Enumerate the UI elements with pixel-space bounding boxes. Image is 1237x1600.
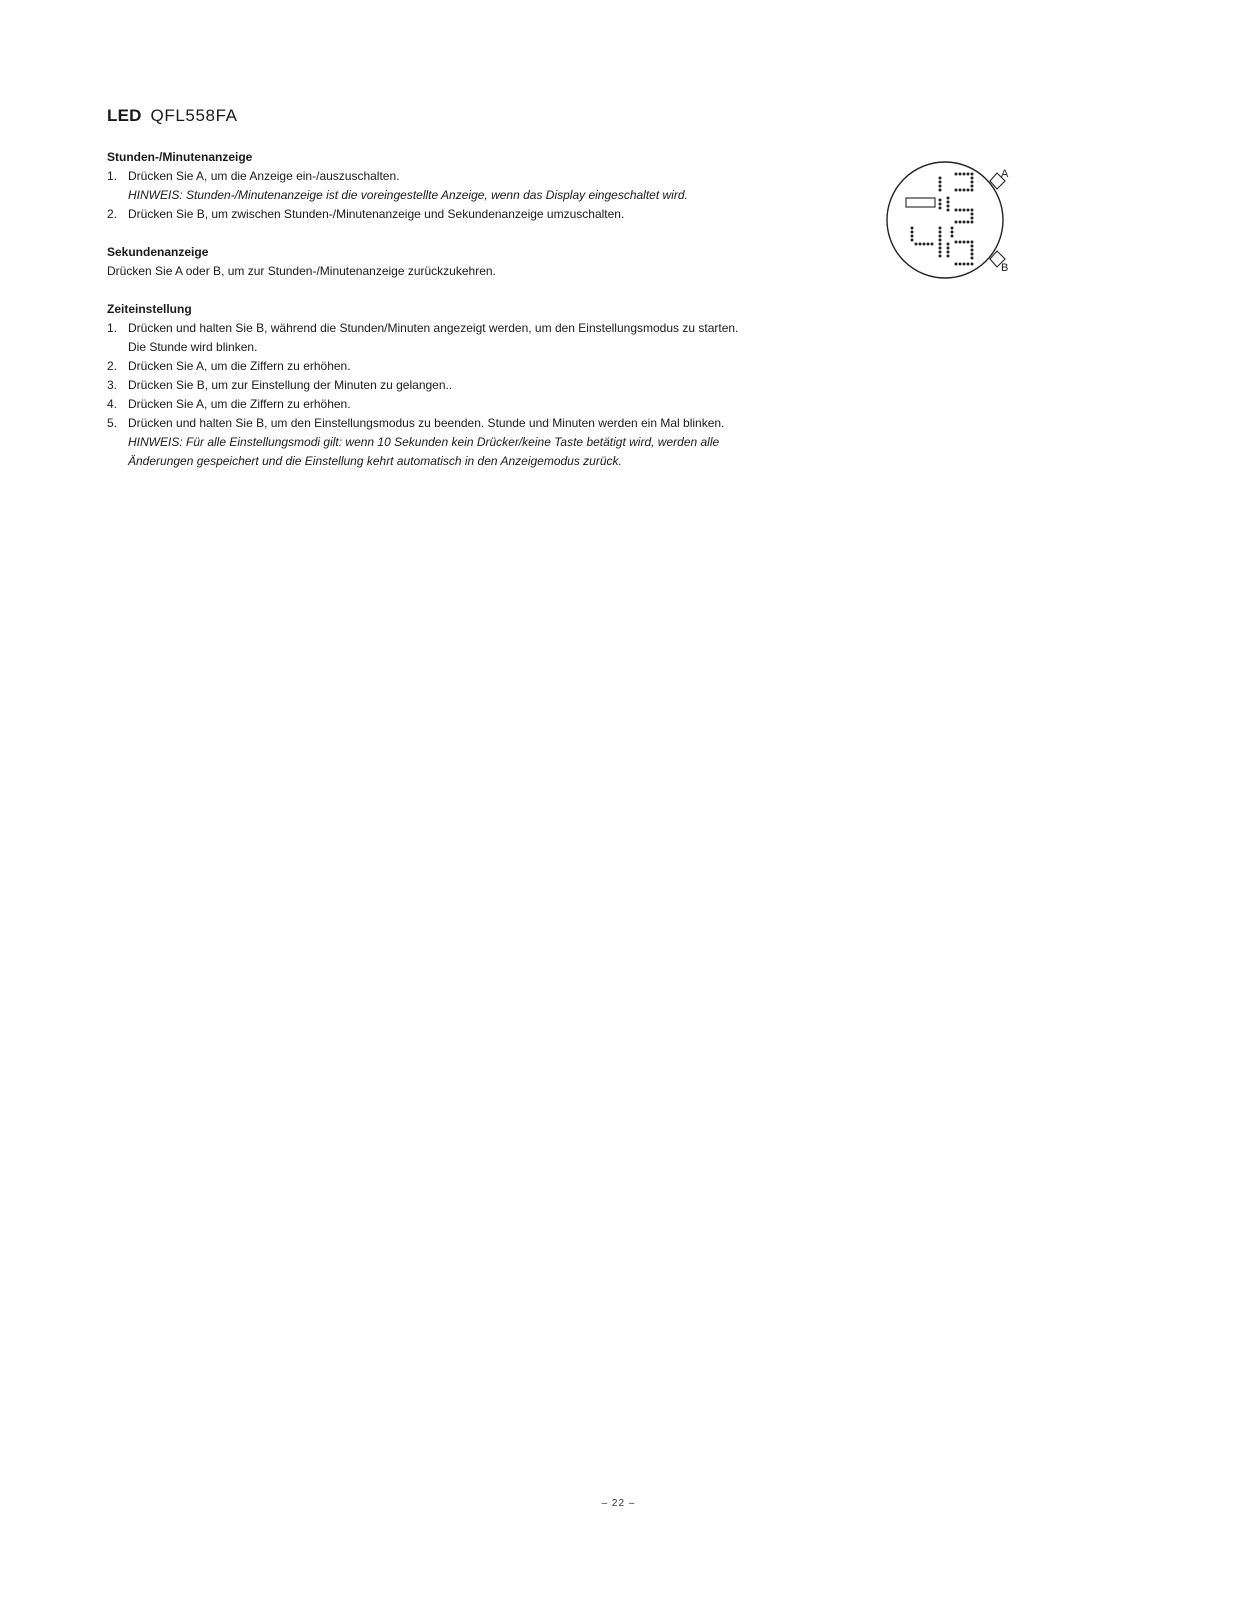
led-dot [967, 173, 970, 176]
button-a-label: A [1001, 168, 1009, 180]
led-dot [971, 253, 974, 256]
led-dot [947, 205, 950, 208]
section-seconds [107, 243, 827, 281]
led-dot [963, 221, 966, 224]
led-dot [971, 181, 974, 184]
led-dot [947, 251, 950, 254]
instructions [107, 148, 827, 490]
step-number: 1. [107, 321, 118, 335]
led-dot [971, 263, 974, 266]
led-dot [971, 185, 974, 188]
led-dot [971, 213, 974, 216]
step-number: 1. [107, 169, 118, 183]
led-dot [971, 245, 974, 248]
step-text: Drücken Sie A, um die Anzeige ein-/auszuschalten. [128, 169, 400, 183]
section-hour-minute [107, 148, 827, 224]
list-item [107, 319, 827, 357]
indicator-bar [906, 198, 935, 207]
section-heading: Zeiteinstellung [107, 302, 192, 316]
step-text: Drücken und halten Sie B, um den Einstellungsmodus zu beenden. Stunde und Minuten werden ein Mal blinken. [128, 416, 725, 430]
step-text: Drücken Sie A, um die Ziffern zu erhöhen. [128, 359, 351, 373]
led-dot [915, 243, 918, 246]
led-dot [959, 241, 962, 244]
led-dot [971, 249, 974, 252]
led-dot [955, 263, 958, 266]
led-dot [967, 189, 970, 192]
list-item [107, 376, 827, 395]
step-list [107, 319, 827, 471]
led-dot [951, 231, 954, 234]
led-dot [947, 197, 950, 200]
led-dot [939, 255, 942, 258]
led-dot [967, 241, 970, 244]
led-dot [911, 239, 914, 242]
led-dot [923, 243, 926, 246]
button-b-label: B [1001, 262, 1009, 274]
page-number: – 22 – [601, 1498, 636, 1509]
led-dot [971, 173, 974, 176]
led-dot [959, 173, 962, 176]
watch-diagram-svg [880, 158, 1020, 283]
led-dot [939, 177, 942, 180]
led-dot [939, 189, 942, 192]
step-number: 3. [107, 378, 118, 392]
section-time-setting [107, 300, 827, 471]
led-dot [971, 189, 974, 192]
led-dot [971, 221, 974, 224]
led-dot [963, 173, 966, 176]
led-dot [971, 257, 974, 260]
led-dot [939, 185, 942, 188]
section-heading: Stunden-/Minutenanzeige [107, 150, 253, 164]
led-dot [959, 209, 962, 212]
step-number: 5. [107, 416, 118, 430]
led-dot [947, 243, 950, 246]
led-dot [951, 235, 954, 238]
led-dot [939, 239, 942, 242]
step-text: Drücken und halten Sie B, während die Stunden/Minuten angezeigt werden, um den Einstellungsmodus zu starten. [128, 321, 739, 335]
led-dot [939, 199, 942, 202]
led-dot [939, 227, 942, 230]
led-dot [963, 209, 966, 212]
section-text: Drücken Sie A oder B, um zur Stunden-/Minutenanzeige zurückzukehren. [107, 264, 496, 278]
section-heading: Sekundenanzeige [107, 245, 209, 259]
led-dot [963, 189, 966, 192]
led-dot [951, 227, 954, 230]
led-dot [927, 243, 930, 246]
list-item [107, 395, 827, 414]
step-text: Drücken Sie B, um zur Einstellung der Minuten zu gelangen.. [128, 378, 453, 392]
led-dot [955, 241, 958, 244]
title-brand: LED [107, 106, 142, 125]
step-note: HINWEIS: Stunden-/Minutenanzeige ist die voreingestellte Anzeige, wenn das Display eingeschaltet wird. [128, 188, 688, 202]
led-dot [939, 207, 942, 210]
led-dot [971, 217, 974, 220]
led-dot [939, 251, 942, 254]
led-dot [947, 209, 950, 212]
led-dot [947, 201, 950, 204]
list-item [107, 167, 827, 205]
step-text: Drücken Sie B, um zwischen Stunden-/Minutenanzeige und Sekundenanzeige umzuschalten. [128, 207, 625, 221]
led-dot [955, 221, 958, 224]
led-dot [963, 263, 966, 266]
step-list [107, 167, 827, 224]
led-dot [959, 263, 962, 266]
watch-diagram [880, 158, 1020, 283]
led-dot [939, 243, 942, 246]
page-title [107, 106, 238, 126]
led-dot [939, 247, 942, 250]
list-item [107, 414, 827, 471]
led-dot [911, 235, 914, 238]
led-dot [971, 241, 974, 244]
led-dot [939, 235, 942, 238]
led-dot [955, 189, 958, 192]
list-item [107, 357, 827, 376]
step-note: HINWEIS: Für alle Einstellungsmodi gilt: wenn 10 Sekunden kein Drücker/keine Taste betätigt wird, werden alle [128, 435, 720, 449]
led-dot [971, 177, 974, 180]
led-dot [947, 255, 950, 258]
led-dot [939, 231, 942, 234]
led-dot [963, 241, 966, 244]
led-dot [967, 209, 970, 212]
led-dot [967, 263, 970, 266]
led-dot [947, 247, 950, 250]
led-dot [971, 209, 974, 212]
led-dot-matrix [911, 173, 974, 266]
led-dot [955, 209, 958, 212]
step-number: 4. [107, 397, 118, 411]
watch-case [887, 162, 1003, 278]
list-item [107, 205, 827, 224]
led-dot [919, 243, 922, 246]
title-model: QFL558FA [150, 106, 238, 125]
step-number: 2. [107, 207, 118, 221]
led-dot [959, 189, 962, 192]
step-note-continued: Änderungen gespeichert und die Einstellung kehrt automatisch in den Anzeigemodus zurück. [128, 454, 622, 468]
step-text: Drücken Sie A, um die Ziffern zu erhöhen. [128, 397, 351, 411]
led-dot [911, 231, 914, 234]
led-dot [931, 243, 934, 246]
led-dot [967, 221, 970, 224]
step-text-continued: Die Stunde wird blinken. [128, 340, 258, 354]
led-dot [911, 227, 914, 230]
led-dot [959, 221, 962, 224]
step-number: 2. [107, 359, 118, 373]
led-dot [939, 203, 942, 206]
led-dot [939, 181, 942, 184]
led-dot [955, 173, 958, 176]
